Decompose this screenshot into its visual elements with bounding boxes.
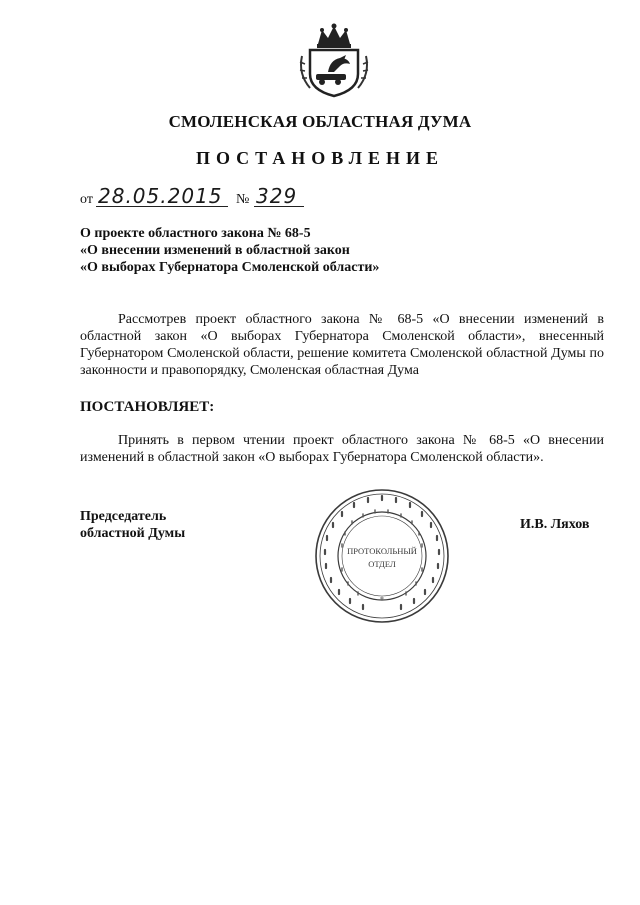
date-prefix: от [80,192,93,207]
svg-text:*: * [380,595,384,604]
document-date: 28.05.2015 [96,184,228,207]
seal-center-text: ПРОТОКОЛЬНЫЙ [347,546,417,556]
organization-title: СМОЛЕНСКАЯ ОБЛАСТНАЯ ДУМА [168,112,472,131]
coat-of-arms-icon [296,22,372,98]
signer-name: И.В. Ляхов [520,517,590,532]
document-type-title: ПОСТАНОВЛЕНИЕ [195,148,445,168]
subject-line: О проекте областного закона № 68-5 [80,226,311,241]
document-number: 329 [254,184,304,207]
resolution-paragraph: Принять в первом чтении проект областного закона № 68-5 «О внесении изменений в областной закон «О выборах Губернатора Смоленской области». [80,433,604,465]
signer-title-line: Председатель [80,509,167,524]
preamble-paragraph: Рассмотрев проект областного закона № 68-5 «О внесении изменений в областной закон «О выборах Губернатора Смоленской области», внесенный Губернатором Смоленской области, решение комитета Смоленской областной Думы по законности и правопорядку, Смоленская областная Дума [80,312,604,378]
number-sign: № [236,192,250,207]
official-seal-stamp [312,486,452,626]
subject-line: «О выборах Губернатора Смоленской области» [80,260,380,275]
subject-line: «О внесении изменений в областной закон [80,243,350,258]
signer-title-line: областной Думы [80,526,186,541]
resolves-heading: ПОСТАНОВЛЯЕТ: [80,399,215,415]
subject-block [80,225,480,276]
signer-title [80,508,185,542]
seal-center-text: ОТДЕЛ [368,559,396,569]
